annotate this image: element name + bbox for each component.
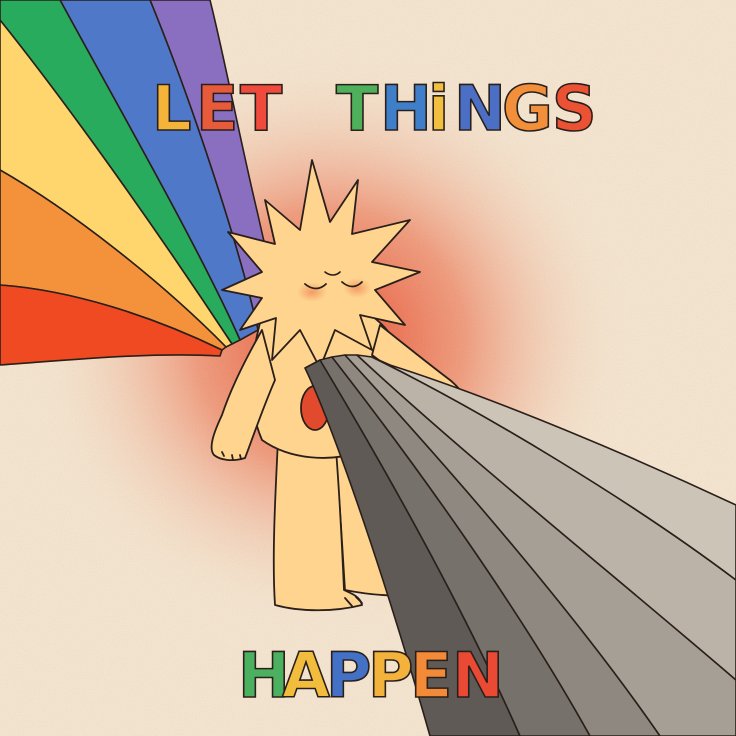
headline-top: [152, 72, 597, 145]
headline-top-letter: S: [552, 72, 597, 145]
headline-top-letter: T: [240, 72, 283, 145]
cheek-right: [343, 278, 371, 298]
headline-top-letter: H: [380, 72, 432, 145]
headline-top-letter: E: [196, 72, 239, 145]
headline-top-letter: L: [152, 72, 192, 145]
headline-bottom-letter: N: [452, 639, 504, 712]
headline-bottom-letter: P: [326, 639, 372, 712]
cheek-left: [297, 282, 327, 302]
headline-top-letter: i: [428, 72, 450, 145]
headline-bottom: [238, 639, 504, 712]
headline-bottom-letter: E: [410, 639, 453, 712]
headline-bottom-letter: A: [282, 639, 330, 712]
headline-bottom-letter: H: [238, 639, 290, 712]
headline-top-letter: T: [336, 72, 379, 145]
headline-top-letter: G: [502, 72, 553, 145]
headline-top-letter: N: [454, 72, 506, 145]
headline-bottom-letter: P: [368, 639, 414, 712]
